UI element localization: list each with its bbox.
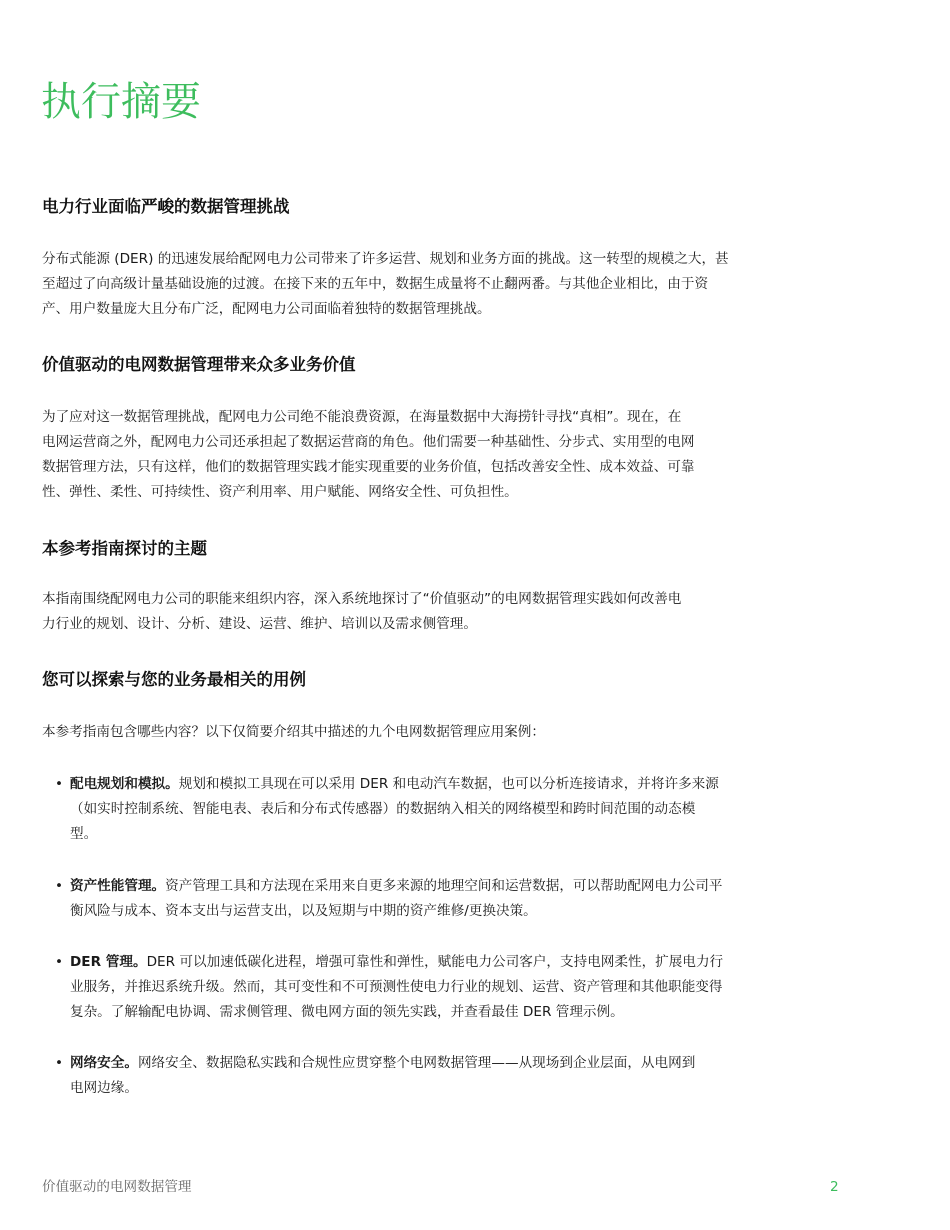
list-item-title: 网络安全。 <box>70 1055 138 1071</box>
page-title: 执行摘要 <box>41 79 201 125</box>
list-item-line <box>70 772 762 797</box>
list-item-text: DER 可以加速低碳化进程，增强可靠性和弹性，赋能电力公司客户，支持电网柔性，扩展电力行 <box>146 954 724 970</box>
list-item-title: 资产性能管理。 <box>70 878 166 894</box>
paragraph-line: 为了应对这一数据管理挑战，配网电力公司绝不能浪费资源，在海量数据中大海捞针寻找“真相”。现在，在 <box>42 409 682 425</box>
section-paragraph-business-value <box>42 405 695 505</box>
list-item-line <box>70 1051 762 1076</box>
bullet-icon: • <box>55 878 64 894</box>
list-item-cybersecurity <box>42 1051 762 1101</box>
paragraph-line: 分布式能源 (DER) 的迅速发展给配网电力公司带来了许多运营、规划和业务方面的挑战。这一转型的规模之大，甚 <box>42 251 729 267</box>
bullet-icon: • <box>55 954 64 970</box>
list-item-distribution-planning <box>42 772 762 847</box>
list-item-title: 配电规划和模拟。 <box>70 776 179 792</box>
section-heading-use-cases: 您可以探索与您的业务最相关的用例 <box>42 670 306 689</box>
section-paragraph-guide-topics <box>42 587 681 637</box>
list-item-title: DER 管理。 <box>70 954 147 970</box>
section-paragraph-use-cases <box>42 720 545 745</box>
list-item-line: 复杂。了解输配电协调、需求侧管理、微电网方面的领先实践，并查看最佳 DER 管理示例。 <box>70 1004 624 1020</box>
paragraph-line: 电网运营商之外，配网电力公司还承担起了数据运营商的角色。他们需要一种基础性、分步式、实用型的电网 <box>42 434 695 450</box>
paragraph-line: 本指南围绕配网电力公司的职能来组织内容，深入系统地探讨了“价值驱动”的电网数据管理实践如何改善电 <box>42 591 682 607</box>
list-item-der-management <box>42 950 762 1025</box>
page-number: 2 <box>830 1179 839 1195</box>
list-item-text: 网络安全、数据隐私实践和合规性应贯穿整个电网数据管理——从现场到企业层面，从电网到 <box>137 1055 696 1071</box>
section-heading-guide-topics: 本参考指南探讨的主题 <box>42 539 207 558</box>
list-item-text: 规划和模拟工具现在可以采用 DER 和电动汽车数据，也可以分析连接请求，并将许多来源 <box>178 776 719 792</box>
paragraph-line: 力行业的规划、设计、分析、建设、运营、维护、培训以及需求侧管理。 <box>42 616 477 632</box>
bullet-icon: • <box>55 776 64 792</box>
paragraph-line: 性、弹性、柔性、可持续性、资产利用率、用户赋能、网络安全性、可负担性。 <box>42 484 518 500</box>
list-item-line: （如实时控制系统、智能电表、表后和分布式传感器）的数据纳入相关的网络模型和跨时间范围的动态模 <box>70 801 696 817</box>
list-item-line: 电网边缘。 <box>70 1080 138 1096</box>
paragraph-line: 本参考指南包含哪些内容？以下仅简要介绍其中描述的九个电网数据管理应用案例： <box>42 724 545 740</box>
list-item-line: 衡风险与成本、资本支出与运营支出，以及短期与中期的资产维修/更换决策。 <box>70 903 537 919</box>
paragraph-line: 产、用户数量庞大且分布广泛，配网电力公司面临着独特的数据管理挑战。 <box>42 301 491 317</box>
bullet-icon: • <box>55 1055 64 1071</box>
list-item-line <box>70 874 762 899</box>
paragraph-line: 数据管理方法，只有这样，他们的数据管理实践才能实现重要的业务价值，包括改善安全性、成本效益、可靠 <box>42 459 695 475</box>
footer-document-title: 价值驱动的电网数据管理 <box>42 1179 192 1195</box>
section-paragraph-data-challenge <box>42 247 729 322</box>
paragraph-line: 至超过了向高级计量基础设施的过渡。在接下来的五年中，数据生成量将不止翻两番。与其他企业相比，由于资 <box>42 276 709 292</box>
list-item-line <box>70 950 762 975</box>
list-item-line: 业服务，并推迟系统升级。然而，其可变性和不可预测性使电力行业的规划、运营、资产管理和其他职能变得 <box>70 979 723 995</box>
section-heading-data-challenge: 电力行业面临严峻的数据管理挑战 <box>42 197 290 216</box>
list-item-text: 资产管理工具和方法现在采用来自更多来源的地理空间和运营数据，可以帮助配网电力公司平 <box>165 878 723 894</box>
list-item-line: 型。 <box>70 826 98 842</box>
section-heading-business-value: 价值驱动的电网数据管理带来众多业务价值 <box>42 355 356 374</box>
list-item-asset-performance <box>42 874 762 924</box>
